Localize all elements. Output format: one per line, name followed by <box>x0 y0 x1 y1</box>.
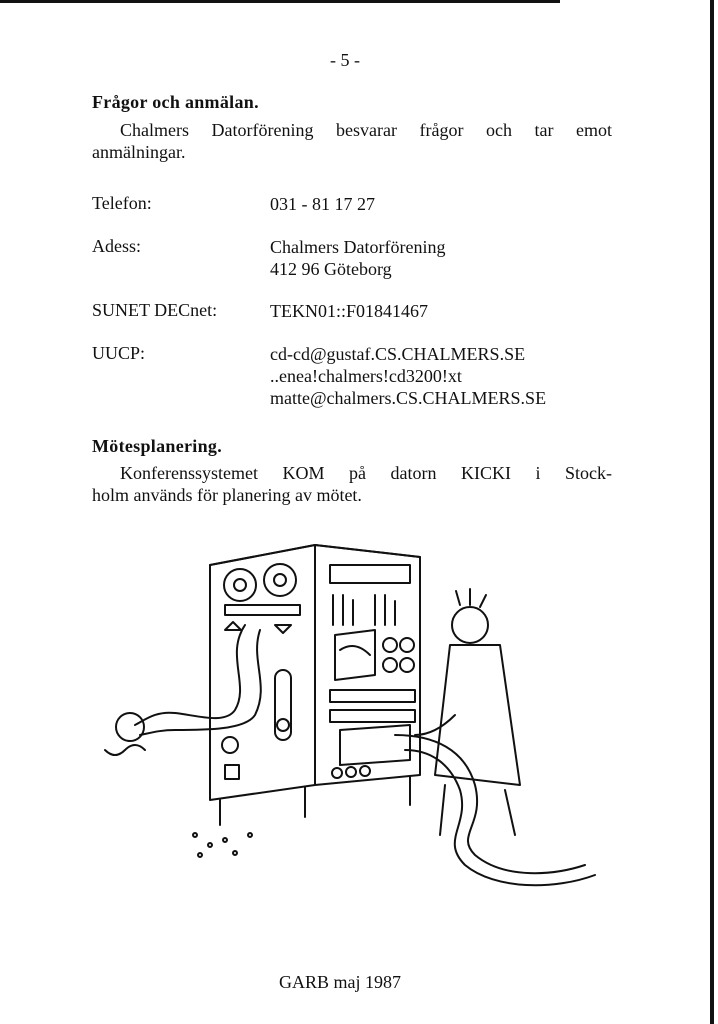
contact-line: Chalmers Datorförening <box>270 237 446 257</box>
top-border-line <box>0 0 560 3</box>
cabinet-front <box>210 545 315 800</box>
paragraph-meeting <box>92 462 612 506</box>
computer-cartoon-icon <box>75 535 615 915</box>
contact-label-uucp: UUCP: <box>92 343 146 363</box>
contact-line: matte@chalmers.CS.CHALMERS.SE <box>270 388 547 408</box>
section-heading-meeting: Mötesplanering. <box>92 436 222 456</box>
contact-line: cd-cd@gustaf.CS.CHALMERS.SE <box>270 344 526 364</box>
paragraph-line: Chalmers Datorförening besvarar frågor och tar emot <box>120 120 612 140</box>
contact-value-phone <box>270 193 375 215</box>
contact-line: TEKN01::F01841467 <box>270 301 429 321</box>
footer-text: GARB maj 1987 <box>278 972 401 992</box>
contact-value-decnet <box>270 300 428 322</box>
paragraph-line: anmälningar. <box>92 142 186 162</box>
right-border-line <box>710 0 714 1024</box>
paragraph-line: holm används för planering av mötet. <box>92 485 362 505</box>
contact-line: ..enea!chalmers!cd3200!xt <box>270 366 462 386</box>
contact-value-address <box>270 236 445 280</box>
contact-label-decnet: SUNET DECnet: <box>92 300 218 320</box>
section-heading-questions: Frågor och anmälan. <box>92 92 259 112</box>
contact-value-uucp <box>270 343 546 409</box>
paragraph-line: Konferenssystemet KOM på datorn KICKI i Stock- <box>120 463 612 483</box>
contact-label-address: Adess: <box>92 236 141 256</box>
contact-line: 412 96 Göteborg <box>270 259 392 279</box>
page-number: - 5 - <box>330 50 360 70</box>
paragraph-questions <box>92 119 612 163</box>
contact-line: 031 - 81 17 27 <box>270 194 375 214</box>
contact-label-phone: Telefon: <box>92 193 152 213</box>
